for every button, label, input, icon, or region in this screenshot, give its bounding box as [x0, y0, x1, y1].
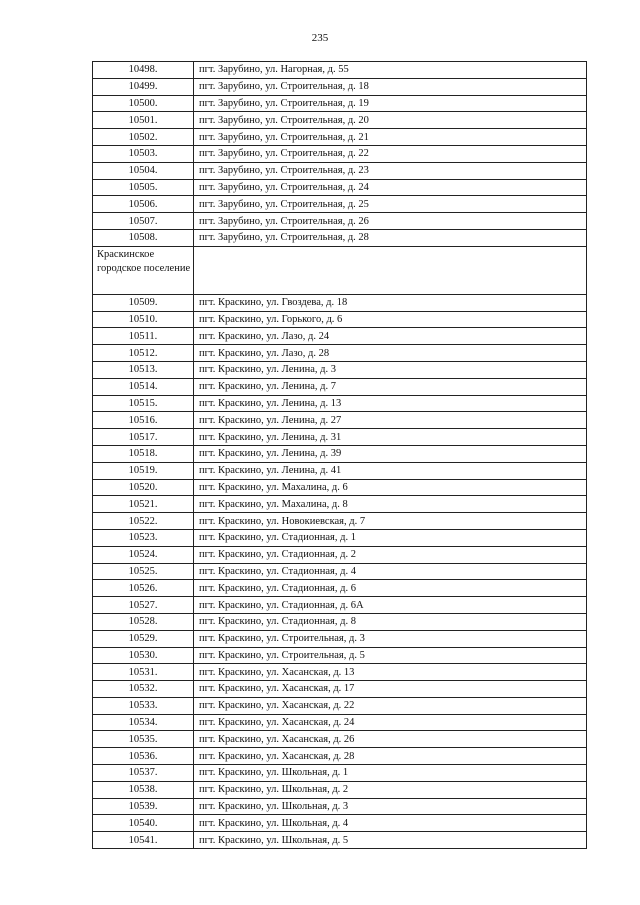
- page-number: 235: [311, 32, 329, 44]
- row-number: 10502.: [93, 129, 194, 146]
- section-row: [93, 246, 587, 294]
- table-row: [93, 731, 587, 748]
- address-table: [92, 61, 587, 849]
- row-number: 10529.: [93, 630, 194, 647]
- row-address: пгт. Краскино, ул. Лазо, д. 28: [194, 345, 587, 362]
- table-row: [93, 378, 587, 395]
- table-row: [93, 395, 587, 412]
- row-number: 10522.: [93, 513, 194, 530]
- row-address: пгт. Зарубино, ул. Строительная, д. 20: [194, 112, 587, 129]
- row-number: 10518.: [93, 445, 194, 462]
- row-number: 10516.: [93, 412, 194, 429]
- table-row: [93, 361, 587, 378]
- row-number: 10504.: [93, 162, 194, 179]
- rows-top: [93, 62, 587, 247]
- row-number: 10505.: [93, 179, 194, 196]
- row-address: пгт. Краскино, ул. Хасанская, д. 13: [194, 664, 587, 681]
- row-address: пгт. Краскино, ул. Хасанская, д. 26: [194, 731, 587, 748]
- row-address: пгт. Краскино, ул. Стадионная, д. 1: [194, 529, 587, 546]
- row-address: пгт. Краскино, ул. Ленина, д. 31: [194, 429, 587, 446]
- row-number: 10509.: [93, 294, 194, 311]
- table-row: [93, 664, 587, 681]
- table-row: [93, 429, 587, 446]
- row-number: 10526.: [93, 580, 194, 597]
- row-address: пгт. Краскино, ул. Стадионная, д. 8: [194, 613, 587, 630]
- table-row: [93, 513, 587, 530]
- table-row: [93, 681, 587, 698]
- row-number: 10533.: [93, 697, 194, 714]
- row-number: 10535.: [93, 731, 194, 748]
- table-row: [93, 496, 587, 513]
- row-address: пгт. Краскино, ул. Ленина, д. 7: [194, 378, 587, 395]
- row-address: пгт. Краскино, ул. Школьная, д. 5: [194, 832, 587, 849]
- row-address: пгт. Краскино, ул. Хасанская, д. 28: [194, 748, 587, 765]
- table-row: [93, 748, 587, 765]
- table-row: [93, 815, 587, 832]
- row-address: пгт. Зарубино, ул. Строительная, д. 18: [194, 78, 587, 95]
- row-number: 10517.: [93, 429, 194, 446]
- table-row: [93, 162, 587, 179]
- row-address: пгт. Краскино, ул. Махалина, д. 6: [194, 479, 587, 496]
- row-address: пгт. Краскино, ул. Горького, д. 6: [194, 311, 587, 328]
- row-address: пгт. Краскино, ул. Стадионная, д. 6: [194, 580, 587, 597]
- table-row: [93, 798, 587, 815]
- row-address: пгт. Краскино, ул. Школьная, д. 3: [194, 798, 587, 815]
- row-number: 10514.: [93, 378, 194, 395]
- row-number: 10531.: [93, 664, 194, 681]
- table-row: [93, 112, 587, 129]
- table-row: [93, 832, 587, 849]
- table-row: [93, 328, 587, 345]
- table-row: [93, 145, 587, 162]
- row-number: 10538.: [93, 781, 194, 798]
- row-address: пгт. Краскино, ул. Ленина, д. 41: [194, 462, 587, 479]
- table-row: [93, 580, 587, 597]
- row-number: 10530.: [93, 647, 194, 664]
- row-number: 10537.: [93, 765, 194, 782]
- row-address: пгт. Краскино, ул. Хасанская, д. 17: [194, 681, 587, 698]
- table-row: [93, 179, 587, 196]
- table-row: [93, 630, 587, 647]
- row-address: пгт. Краскино, ул. Хасанская, д. 24: [194, 714, 587, 731]
- table-row: [93, 462, 587, 479]
- row-number: 10499.: [93, 78, 194, 95]
- table-row: [93, 714, 587, 731]
- row-address: пгт. Краскино, ул. Махалина, д. 8: [194, 496, 587, 513]
- row-address: пгт. Зарубино, ул. Строительная, д. 23: [194, 162, 587, 179]
- row-address: пгт. Краскино, ул. Стадионная, д. 4: [194, 563, 587, 580]
- table-row: [93, 229, 587, 246]
- row-number: 10523.: [93, 529, 194, 546]
- row-address: пгт. Зарубино, ул. Строительная, д. 21: [194, 129, 587, 146]
- row-number: 10534.: [93, 714, 194, 731]
- row-number: 10512.: [93, 345, 194, 362]
- row-address: пгт. Краскино, ул. Хасанская, д. 22: [194, 697, 587, 714]
- table-row: [93, 311, 587, 328]
- row-address: пгт. Краскино, ул. Школьная, д. 2: [194, 781, 587, 798]
- table-row: [93, 529, 587, 546]
- table-row: [93, 613, 587, 630]
- row-number: 10503.: [93, 145, 194, 162]
- row-address: пгт. Зарубино, ул. Строительная, д. 24: [194, 179, 587, 196]
- row-address: пгт. Краскино, ул. Ленина, д. 13: [194, 395, 587, 412]
- table-row: [93, 62, 587, 79]
- section-empty-cell: [194, 246, 587, 294]
- row-number: 10524.: [93, 546, 194, 563]
- row-number: 10501.: [93, 112, 194, 129]
- row-number: 10507.: [93, 213, 194, 230]
- row-number: 10525.: [93, 563, 194, 580]
- row-number: 10506.: [93, 196, 194, 213]
- row-number: 10521.: [93, 496, 194, 513]
- row-number: 10510.: [93, 311, 194, 328]
- section-label: Краскинское городское поселение: [93, 246, 194, 294]
- table-row: [93, 412, 587, 429]
- row-number: 10528.: [93, 613, 194, 630]
- row-address: пгт. Зарубино, ул. Строительная, д. 25: [194, 196, 587, 213]
- row-address: пгт. Краскино, ул. Ленина, д. 39: [194, 445, 587, 462]
- row-number: 10508.: [93, 229, 194, 246]
- row-number: 10511.: [93, 328, 194, 345]
- row-address: пгт. Краскино, ул. Строительная, д. 5: [194, 647, 587, 664]
- table-row: [93, 213, 587, 230]
- table-row: [93, 781, 587, 798]
- row-number: 10520.: [93, 479, 194, 496]
- row-number: 10527.: [93, 597, 194, 614]
- row-address: пгт. Краскино, ул. Стадионная, д. 2: [194, 546, 587, 563]
- row-number: 10515.: [93, 395, 194, 412]
- row-number: 10513.: [93, 361, 194, 378]
- row-address: пгт. Краскино, ул. Строительная, д. 3: [194, 630, 587, 647]
- row-address: пгт. Зарубино, ул. Строительная, д. 26: [194, 213, 587, 230]
- table-row: [93, 647, 587, 664]
- row-address: пгт. Краскино, ул. Ленина, д. 3: [194, 361, 587, 378]
- table-row: [93, 563, 587, 580]
- row-address: пгт. Краскино, ул. Школьная, д. 1: [194, 765, 587, 782]
- table-row: [93, 345, 587, 362]
- row-number: 10500.: [93, 95, 194, 112]
- row-number: 10536.: [93, 748, 194, 765]
- row-address: пгт. Краскино, ул. Лазо, д. 24: [194, 328, 587, 345]
- row-number: 10539.: [93, 798, 194, 815]
- table-row: [93, 129, 587, 146]
- row-address: пгт. Краскино, ул. Ленина, д. 27: [194, 412, 587, 429]
- row-address: пгт. Зарубино, ул. Строительная, д. 22: [194, 145, 587, 162]
- table-row: [93, 765, 587, 782]
- table-row: [93, 697, 587, 714]
- section-block: [93, 246, 587, 294]
- row-address: пгт. Краскино, ул. Стадионная, д. 6А: [194, 597, 587, 614]
- row-address: пгт. Зарубино, ул. Строительная, д. 28: [194, 229, 587, 246]
- row-number: 10498.: [93, 62, 194, 79]
- row-number: 10540.: [93, 815, 194, 832]
- rows-bottom: [93, 294, 587, 848]
- row-address: пгт. Краскино, ул. Новокиевская, д. 7: [194, 513, 587, 530]
- table-row: [93, 546, 587, 563]
- row-address: пгт. Краскино, ул. Гвоздева, д. 18: [194, 294, 587, 311]
- row-address: пгт. Краскино, ул. Школьная, д. 4: [194, 815, 587, 832]
- table-row: [93, 479, 587, 496]
- row-number: 10532.: [93, 681, 194, 698]
- table-row: [93, 597, 587, 614]
- row-address: пгт. Зарубино, ул. Строительная, д. 19: [194, 95, 587, 112]
- table-row: [93, 196, 587, 213]
- row-address: пгт. Зарубино, ул. Нагорная, д. 55: [194, 62, 587, 79]
- table-row: [93, 78, 587, 95]
- table-row: [93, 95, 587, 112]
- table-row: [93, 294, 587, 311]
- row-number: 10541.: [93, 832, 194, 849]
- row-number: 10519.: [93, 462, 194, 479]
- table-row: [93, 445, 587, 462]
